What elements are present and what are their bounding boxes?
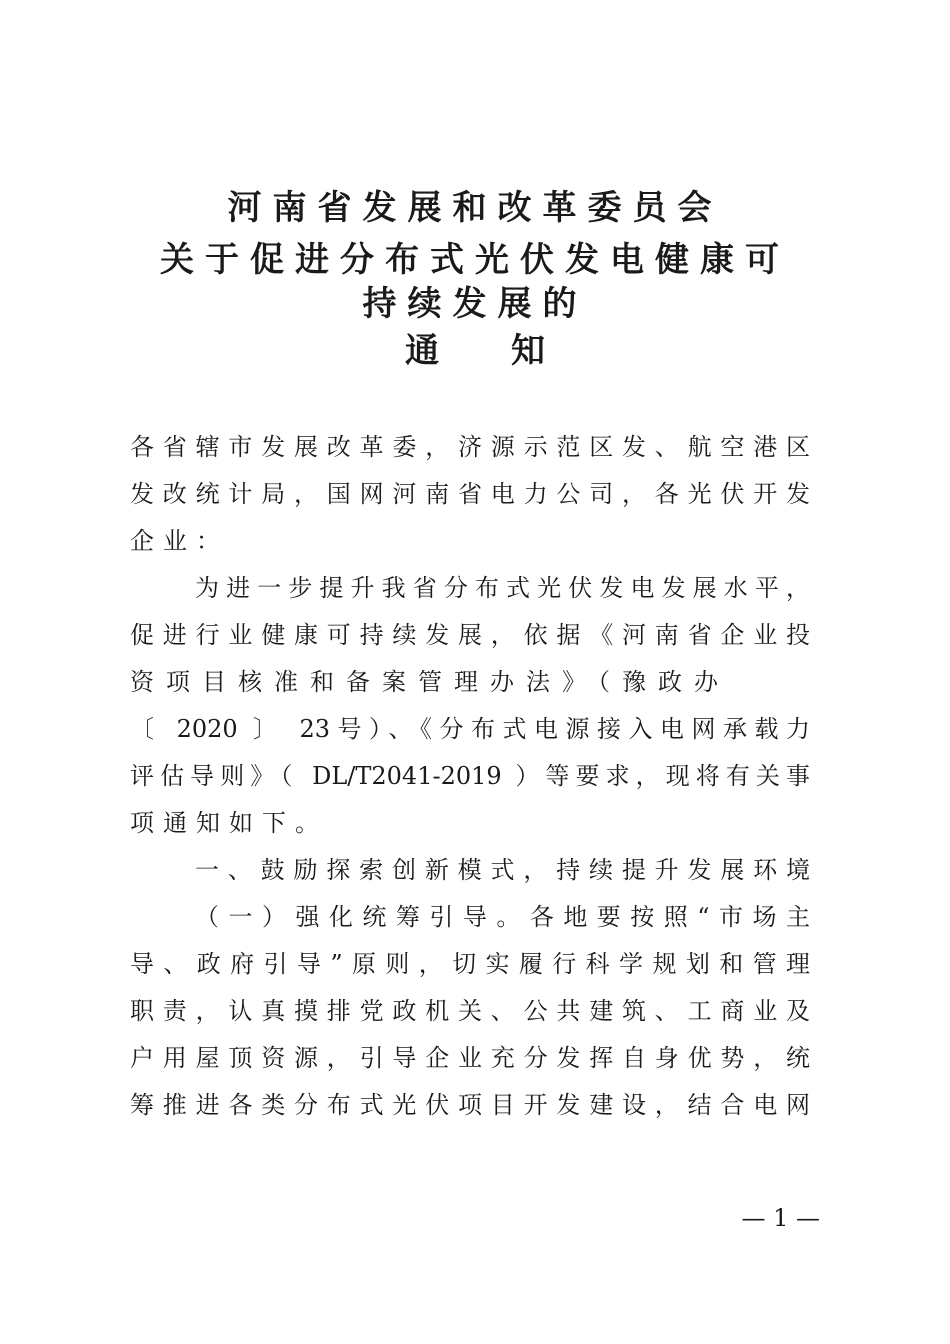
- title-line-2: 关于促进分布式光伏发电健康可: [160, 240, 790, 280]
- body-line: 职责，认真摸排党政机关、公共建筑、工商业及: [130, 997, 810, 1025]
- body-line: 资项目核准和备案管理办法》（豫政办: [130, 668, 730, 696]
- title-tong: 通: [405, 331, 439, 371]
- section-heading: 一、鼓励探索创新模式，持续提升发展环境: [195, 856, 810, 884]
- body-line: 为进一步提升我省分布式光伏发电发展水平，: [195, 574, 810, 602]
- body-line: 促进行业健康可持续发展，依据《河南省企业投: [130, 621, 810, 649]
- body-line: 各省辖市发展改革委，济源示范区发、航空港区: [130, 433, 810, 461]
- body-line: 企业：: [130, 527, 229, 555]
- body-line: 户用屋顶资源，引导企业充分发挥自身优势，统: [130, 1044, 810, 1072]
- title-line-4: [0, 324, 950, 378]
- body-line: 评估导则》（ DL/T2041-2019 ）等要求，现将有关事: [130, 762, 810, 790]
- body-line: （一）强化统筹引导。各地要按照“市场主: [195, 903, 810, 931]
- body-line: 发改统计局，国网河南省电力公司，各光伏开发: [130, 480, 810, 508]
- body-line: 〔 2020 〕 23号）、《分布式电源接入电网承载力: [130, 715, 810, 743]
- title-line-1: 河南省发展和改革委员会: [227, 188, 723, 228]
- body-line: 导、政府引导”原则，切实履行科学规划和管理: [130, 950, 810, 978]
- page-number: — 1 —: [741, 1204, 820, 1232]
- body-line: 项通知如下。: [130, 809, 328, 837]
- body-line: 筹推进各类分布式光伏项目开发建设，结合电网: [130, 1091, 810, 1119]
- title-line-3: 持续发展的: [362, 284, 588, 324]
- title-zhi: 知: [511, 331, 545, 371]
